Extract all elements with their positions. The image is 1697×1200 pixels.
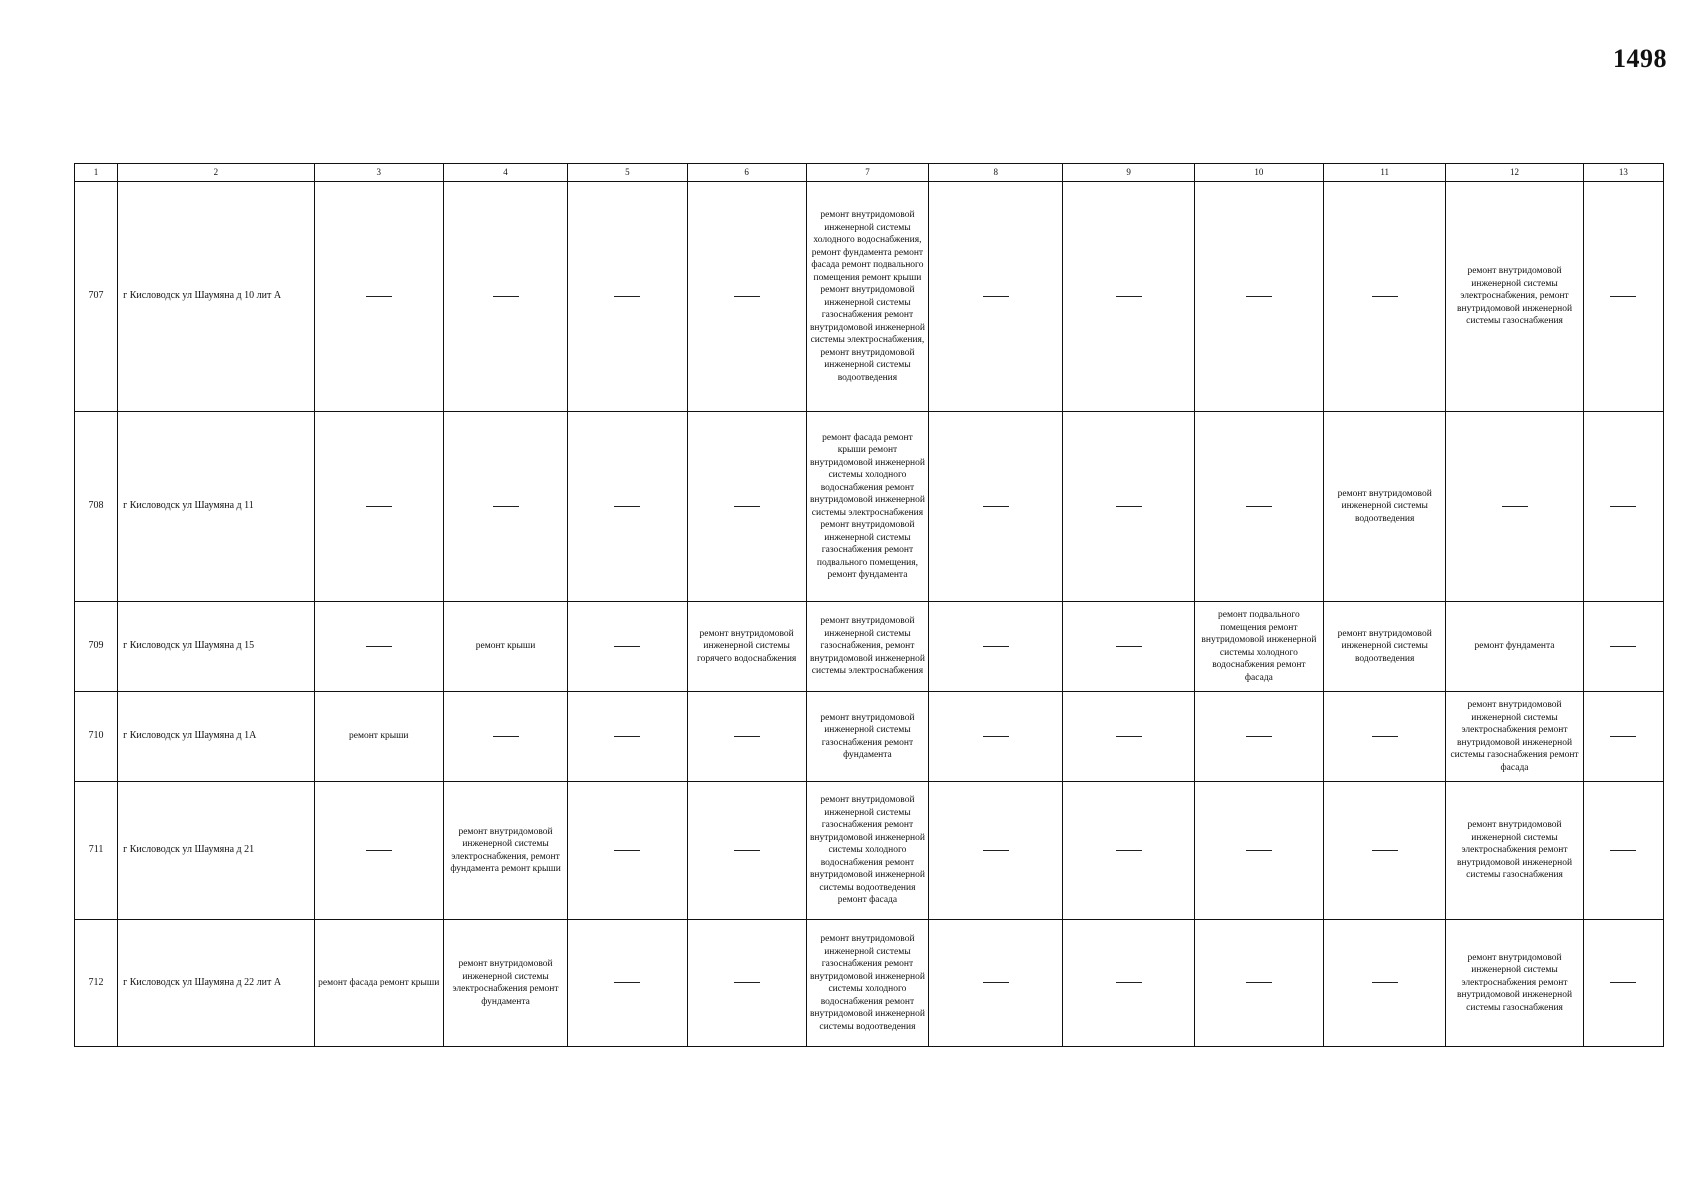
empty-dash-cell: [687, 182, 806, 412]
row-number-cell: 711: [75, 782, 118, 920]
empty-dash-cell: [1063, 602, 1194, 692]
dash-mark: [1246, 506, 1272, 507]
dash-mark: [493, 296, 519, 297]
row-number-cell: 707: [75, 182, 118, 412]
dash-mark: [983, 506, 1009, 507]
empty-dash-cell: [1194, 692, 1323, 782]
dash-mark: [983, 736, 1009, 737]
column-header: 10: [1194, 164, 1323, 182]
empty-dash-cell: [929, 920, 1063, 1047]
column-header: 3: [314, 164, 443, 182]
column-header: 9: [1063, 164, 1194, 182]
row-number-cell: 710: [75, 692, 118, 782]
dash-mark: [1372, 982, 1398, 983]
empty-dash-cell: [687, 920, 806, 1047]
empty-dash-cell: [1324, 920, 1446, 1047]
empty-dash-cell: [443, 412, 567, 602]
repair-works-cell: ремонт подвального помещения ремонт внутридомовой инженерной системы холодного водоснабжения ремонт фасада: [1194, 602, 1323, 692]
dash-mark: [983, 982, 1009, 983]
column-header: 4: [443, 164, 567, 182]
address-cell: г Кисловодск ул Шаумяна д 11: [118, 412, 314, 602]
repair-works-cell: ремонт внутридомовой инженерной системы электроснабжения ремонт внутридомовой инженерной системы газоснабжения: [1446, 782, 1583, 920]
dash-mark: [614, 850, 640, 851]
dash-mark: [1116, 850, 1142, 851]
empty-dash-cell: [1583, 412, 1663, 602]
dash-mark: [366, 296, 392, 297]
table-row: [75, 602, 1664, 692]
empty-dash-cell: [314, 782, 443, 920]
repair-works-cell: ремонт внутридомовой инженерной системы водоотведения: [1324, 412, 1446, 602]
empty-dash-cell: [568, 412, 687, 602]
empty-dash-cell: [929, 602, 1063, 692]
repair-works-cell: ремонт фасада ремонт крыши ремонт внутридомовой инженерной системы холодного водоснабжения ремонт внутридомовой инженерной системы электроснабжения ремонт внутридомовой инженерной системы газоснабжения ремонт подвального помещения, ремонт фундамента: [806, 412, 928, 602]
repair-works-cell: ремонт внутридомовой инженерной системы горячего водоснабжения: [687, 602, 806, 692]
column-header: 1: [75, 164, 118, 182]
dash-mark: [1610, 736, 1636, 737]
dash-mark: [734, 506, 760, 507]
repair-works-cell: ремонт внутридомовой инженерной системы электроснабжения ремонт внутридомовой инженерной системы газоснабжения: [1446, 920, 1583, 1047]
empty-dash-cell: [929, 182, 1063, 412]
row-number-cell: 709: [75, 602, 118, 692]
dash-mark: [614, 506, 640, 507]
repair-schedule-table-container: [74, 163, 1664, 1047]
column-header: 11: [1324, 164, 1446, 182]
dash-mark: [1246, 982, 1272, 983]
empty-dash-cell: [687, 412, 806, 602]
dash-mark: [983, 850, 1009, 851]
empty-dash-cell: [314, 412, 443, 602]
row-number-cell: 708: [75, 412, 118, 602]
empty-dash-cell: [1063, 920, 1194, 1047]
repair-works-cell: ремонт внутридомовой инженерной системы газоснабжения ремонт внутридомовой инженерной системы холодного водоснабжения ремонт внутридомовой инженерной системы водоотведения ремонт фасада: [806, 782, 928, 920]
empty-dash-cell: [1583, 602, 1663, 692]
empty-dash-cell: [1583, 182, 1663, 412]
address-cell: г Кисловодск ул Шаумяна д 21: [118, 782, 314, 920]
address-cell: г Кисловодск ул Шаумяна д 15: [118, 602, 314, 692]
dash-mark: [1610, 646, 1636, 647]
column-header: 12: [1446, 164, 1583, 182]
column-number-header-row: [75, 164, 1664, 182]
column-header: 8: [929, 164, 1063, 182]
dash-mark: [1116, 646, 1142, 647]
empty-dash-cell: [568, 782, 687, 920]
empty-dash-cell: [443, 692, 567, 782]
dash-mark: [493, 506, 519, 507]
repair-works-cell: ремонт крыши: [314, 692, 443, 782]
repair-works-cell: ремонт внутридомовой инженерной системы холодного водоснабжения, ремонт фундамента ремонт фасада ремонт подвального помещения ремонт крыши ремонт внутридомовой инженерной системы газоснабжения ремонт внутридомовой инженерной системы электроснабжения, ремонт внутридомовой инженерной системы водоотведения: [806, 182, 928, 412]
empty-dash-cell: [568, 920, 687, 1047]
empty-dash-cell: [1194, 782, 1323, 920]
empty-dash-cell: [1063, 412, 1194, 602]
dash-mark: [1246, 736, 1272, 737]
dash-mark: [734, 982, 760, 983]
dash-mark: [614, 646, 640, 647]
repair-schedule-table: [74, 163, 1664, 1047]
dash-mark: [734, 736, 760, 737]
repair-works-cell: ремонт внутридомовой инженерной системы электроснабжения, ремонт фундамента ремонт крыши: [443, 782, 567, 920]
dash-mark: [1610, 506, 1636, 507]
dash-mark: [1116, 296, 1142, 297]
column-header: 5: [568, 164, 687, 182]
empty-dash-cell: [1063, 692, 1194, 782]
dash-mark: [614, 296, 640, 297]
column-header: 13: [1583, 164, 1663, 182]
column-header: 2: [118, 164, 314, 182]
page-number: 1498: [1613, 44, 1667, 73]
repair-works-cell: ремонт внутридомовой инженерной системы газоснабжения ремонт фундамента: [806, 692, 928, 782]
dash-mark: [1372, 850, 1398, 851]
dash-mark: [1116, 736, 1142, 737]
dash-mark: [493, 736, 519, 737]
repair-works-cell: ремонт внутридомовой инженерной системы электроснабжения, ремонт внутридомовой инженерной системы газоснабжения: [1446, 182, 1583, 412]
dash-mark: [1502, 506, 1528, 507]
empty-dash-cell: [929, 412, 1063, 602]
dash-mark: [614, 982, 640, 983]
table-row: [75, 412, 1664, 602]
address-cell: г Кисловодск ул Шаумяна д 22 лит А: [118, 920, 314, 1047]
table-row: [75, 182, 1664, 412]
dash-mark: [734, 296, 760, 297]
empty-dash-cell: [687, 692, 806, 782]
table-body: [75, 182, 1664, 1047]
empty-dash-cell: [1583, 920, 1663, 1047]
dash-mark: [1246, 296, 1272, 297]
repair-works-cell: ремонт внутридомовой инженерной системы электроснабжения ремонт фундамента: [443, 920, 567, 1047]
dash-mark: [1610, 850, 1636, 851]
dash-mark: [1610, 982, 1636, 983]
empty-dash-cell: [1324, 782, 1446, 920]
dash-mark: [1372, 296, 1398, 297]
empty-dash-cell: [1063, 782, 1194, 920]
empty-dash-cell: [1446, 412, 1583, 602]
dash-mark: [366, 850, 392, 851]
empty-dash-cell: [929, 782, 1063, 920]
dash-mark: [983, 296, 1009, 297]
empty-dash-cell: [687, 782, 806, 920]
empty-dash-cell: [1324, 182, 1446, 412]
repair-works-cell: ремонт внутридомовой инженерной системы водоотведения: [1324, 602, 1446, 692]
dash-mark: [1116, 506, 1142, 507]
row-number-cell: 712: [75, 920, 118, 1047]
table-row: [75, 920, 1664, 1047]
column-header: 7: [806, 164, 928, 182]
empty-dash-cell: [1324, 692, 1446, 782]
repair-works-cell: ремонт фундамента: [1446, 602, 1583, 692]
empty-dash-cell: [568, 602, 687, 692]
dash-mark: [1116, 982, 1142, 983]
empty-dash-cell: [929, 692, 1063, 782]
dash-mark: [366, 646, 392, 647]
empty-dash-cell: [314, 602, 443, 692]
table-row: [75, 782, 1664, 920]
dash-mark: [983, 646, 1009, 647]
dash-mark: [614, 736, 640, 737]
empty-dash-cell: [1583, 782, 1663, 920]
empty-dash-cell: [568, 182, 687, 412]
empty-dash-cell: [1063, 182, 1194, 412]
dash-mark: [1610, 296, 1636, 297]
empty-dash-cell: [314, 182, 443, 412]
dash-mark: [1372, 736, 1398, 737]
repair-works-cell: ремонт крыши: [443, 602, 567, 692]
empty-dash-cell: [1583, 692, 1663, 782]
empty-dash-cell: [1194, 920, 1323, 1047]
table-row: [75, 692, 1664, 782]
address-cell: г Кисловодск ул Шаумяна д 10 лит А: [118, 182, 314, 412]
repair-works-cell: ремонт внутридомовой инженерной системы газоснабжения ремонт внутридомовой инженерной системы холодного водоснабжения ремонт внутридомовой инженерной системы водоотведения: [806, 920, 928, 1047]
dash-mark: [366, 506, 392, 507]
empty-dash-cell: [1194, 182, 1323, 412]
address-cell: г Кисловодск ул Шаумяна д 1А: [118, 692, 314, 782]
empty-dash-cell: [1194, 412, 1323, 602]
repair-works-cell: ремонт фасада ремонт крыши: [314, 920, 443, 1047]
column-header: 6: [687, 164, 806, 182]
repair-works-cell: ремонт внутридомовой инженерной системы электроснабжения ремонт внутридомовой инженерной системы газоснабжения ремонт фасада: [1446, 692, 1583, 782]
dash-mark: [734, 850, 760, 851]
repair-works-cell: ремонт внутридомовой инженерной системы газоснабжения, ремонт внутридомовой инженерной системы электроснабжения: [806, 602, 928, 692]
dash-mark: [1246, 850, 1272, 851]
empty-dash-cell: [568, 692, 687, 782]
empty-dash-cell: [443, 182, 567, 412]
